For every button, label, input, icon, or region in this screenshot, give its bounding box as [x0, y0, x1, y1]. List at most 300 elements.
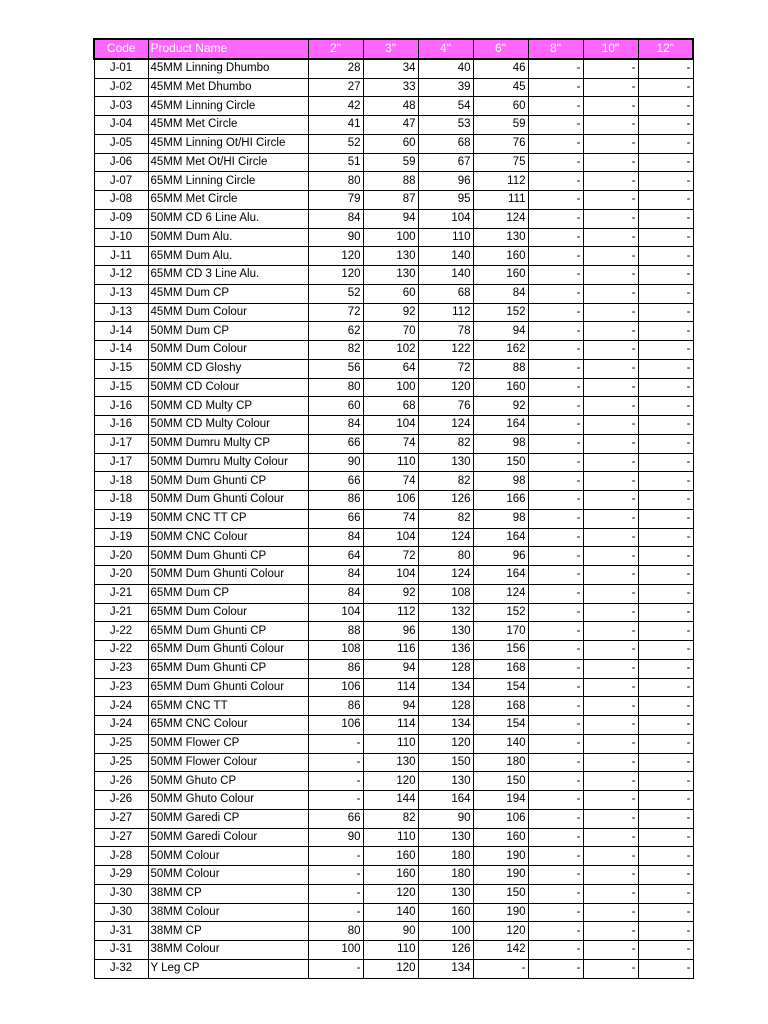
- price-6-cell: 98: [473, 434, 528, 453]
- price-10-cell: -: [583, 641, 638, 660]
- price-2-cell: 100: [308, 941, 363, 960]
- product-name-cell: 50MM CD 6 Line Alu.: [148, 209, 308, 228]
- price-12-cell: -: [638, 884, 693, 903]
- price-6-cell: 190: [473, 866, 528, 885]
- code-cell: J-27: [94, 809, 148, 828]
- price-2-cell: -: [308, 884, 363, 903]
- price-3-cell: 116: [363, 641, 418, 660]
- price-8-cell: -: [528, 716, 583, 735]
- price-3-cell: 130: [363, 753, 418, 772]
- price-12-cell: -: [638, 584, 693, 603]
- price-4-cell: 128: [418, 659, 473, 678]
- table-row: [94, 566, 693, 585]
- price-2-cell: -: [308, 753, 363, 772]
- product-name-cell: 45MM Linning Dhumbo: [148, 59, 308, 78]
- price-10-cell: -: [583, 434, 638, 453]
- price-3-cell: 88: [363, 172, 418, 191]
- price-8-cell: -: [528, 378, 583, 397]
- price-6-cell: 75: [473, 153, 528, 172]
- price-6-cell: 152: [473, 303, 528, 322]
- price-6-cell: 154: [473, 716, 528, 735]
- price-3-cell: 74: [363, 509, 418, 528]
- price-12-cell: -: [638, 697, 693, 716]
- price-6-cell: 120: [473, 922, 528, 941]
- price-2-cell: 90: [308, 453, 363, 472]
- price-12-cell: -: [638, 341, 693, 360]
- price-3-cell: 68: [363, 397, 418, 416]
- product-name-cell: 50MM Dumru Multy CP: [148, 434, 308, 453]
- price-4-cell: 90: [418, 809, 473, 828]
- product-name-cell: 50MM CNC TT CP: [148, 509, 308, 528]
- table-row: [94, 791, 693, 810]
- table-row: [94, 922, 693, 941]
- product-name-cell: 50MM Flower CP: [148, 734, 308, 753]
- price-6-cell: 180: [473, 753, 528, 772]
- price-6-cell: 150: [473, 884, 528, 903]
- code-cell: J-17: [94, 434, 148, 453]
- code-cell: J-18: [94, 491, 148, 510]
- price-8-cell: -: [528, 153, 583, 172]
- price-8-cell: -: [528, 603, 583, 622]
- price-6-cell: 96: [473, 547, 528, 566]
- price-4-cell: 180: [418, 866, 473, 885]
- price-10-cell: -: [583, 528, 638, 547]
- product-name-cell: 50MM Garedi CP: [148, 809, 308, 828]
- code-cell: J-01: [94, 59, 148, 78]
- price-4-cell: 140: [418, 247, 473, 266]
- code-cell: J-16: [94, 397, 148, 416]
- price-8-cell: -: [528, 434, 583, 453]
- code-cell: J-25: [94, 753, 148, 772]
- table-row: [94, 341, 693, 360]
- price-12-cell: -: [638, 809, 693, 828]
- price-10-cell: -: [583, 209, 638, 228]
- price-6-cell: -: [473, 959, 528, 978]
- price-10-cell: -: [583, 716, 638, 735]
- price-8-cell: -: [528, 866, 583, 885]
- price-2-cell: -: [308, 791, 363, 810]
- price-2-cell: 80: [308, 922, 363, 941]
- price-2-cell: 52: [308, 134, 363, 153]
- table-row: [94, 247, 693, 266]
- price-3-cell: 120: [363, 959, 418, 978]
- price-4-cell: 140: [418, 266, 473, 285]
- price-12-cell: -: [638, 866, 693, 885]
- table-row: [94, 603, 693, 622]
- price-2-cell: 66: [308, 809, 363, 828]
- price-8-cell: -: [528, 191, 583, 210]
- price-10-cell: -: [583, 191, 638, 210]
- price-8-cell: -: [528, 491, 583, 510]
- price-4-cell: 120: [418, 378, 473, 397]
- price-12-cell: -: [638, 209, 693, 228]
- table-row: [94, 434, 693, 453]
- product-name-cell: 50MM Dum Ghunti Colour: [148, 491, 308, 510]
- price-8-cell: -: [528, 922, 583, 941]
- price-3-cell: 34: [363, 59, 418, 78]
- price-12-cell: -: [638, 678, 693, 697]
- price-10-cell: -: [583, 678, 638, 697]
- price-8-cell: -: [528, 809, 583, 828]
- price-3-cell: 130: [363, 266, 418, 285]
- product-name-cell: 65MM Dum Ghunti CP: [148, 659, 308, 678]
- price-12-cell: -: [638, 791, 693, 810]
- price-6-cell: 166: [473, 491, 528, 510]
- price-12-cell: -: [638, 303, 693, 322]
- code-cell: J-20: [94, 566, 148, 585]
- price-2-cell: -: [308, 847, 363, 866]
- price-4-cell: 95: [418, 191, 473, 210]
- price-4-cell: 124: [418, 416, 473, 435]
- price-3-cell: 70: [363, 322, 418, 341]
- price-10-cell: -: [583, 134, 638, 153]
- price-4-cell: 134: [418, 678, 473, 697]
- price-8-cell: -: [528, 734, 583, 753]
- table-row: [94, 716, 693, 735]
- price-8-cell: -: [528, 678, 583, 697]
- price-10-cell: -: [583, 116, 638, 135]
- price-4-cell: 76: [418, 397, 473, 416]
- price-6-cell: 168: [473, 697, 528, 716]
- code-cell: J-16: [94, 416, 148, 435]
- table-row: [94, 753, 693, 772]
- price-3-cell: 100: [363, 378, 418, 397]
- price-2-cell: 27: [308, 78, 363, 97]
- table-row: [94, 491, 693, 510]
- product-name-cell: 50MM Dum CP: [148, 322, 308, 341]
- price-10-cell: -: [583, 791, 638, 810]
- price-3-cell: 47: [363, 116, 418, 135]
- price-4-cell: 82: [418, 509, 473, 528]
- price-6-cell: 190: [473, 847, 528, 866]
- code-cell: J-15: [94, 359, 148, 378]
- price-3-cell: 74: [363, 434, 418, 453]
- price-8-cell: -: [528, 453, 583, 472]
- table-row: [94, 641, 693, 660]
- price-10-cell: -: [583, 303, 638, 322]
- price-12-cell: -: [638, 659, 693, 678]
- price-8-cell: -: [528, 303, 583, 322]
- price-6-cell: 88: [473, 359, 528, 378]
- price-4-cell: 180: [418, 847, 473, 866]
- code-cell: J-28: [94, 847, 148, 866]
- code-cell: J-13: [94, 284, 148, 303]
- price-2-cell: 66: [308, 434, 363, 453]
- price-12-cell: -: [638, 472, 693, 491]
- price-10-cell: -: [583, 622, 638, 641]
- price-2-cell: 28: [308, 59, 363, 78]
- price-2-cell: 86: [308, 659, 363, 678]
- price-10-cell: -: [583, 472, 638, 491]
- price-10-cell: -: [583, 753, 638, 772]
- product-name-cell: 65MM Dum Colour: [148, 603, 308, 622]
- price-12-cell: -: [638, 941, 693, 960]
- price-2-cell: 90: [308, 228, 363, 247]
- price-6-cell: 160: [473, 828, 528, 847]
- price-10-cell: -: [583, 941, 638, 960]
- price-2-cell: 66: [308, 509, 363, 528]
- price-4-cell: 122: [418, 341, 473, 360]
- code-cell: J-14: [94, 341, 148, 360]
- code-cell: J-31: [94, 922, 148, 941]
- table-row: [94, 472, 693, 491]
- price-4-cell: 128: [418, 697, 473, 716]
- header-size-2: 2": [308, 39, 363, 59]
- price-2-cell: 84: [308, 416, 363, 435]
- price-8-cell: -: [528, 828, 583, 847]
- price-4-cell: 82: [418, 434, 473, 453]
- code-cell: J-26: [94, 791, 148, 810]
- price-3-cell: 94: [363, 697, 418, 716]
- price-3-cell: 112: [363, 603, 418, 622]
- price-4-cell: 72: [418, 359, 473, 378]
- price-2-cell: -: [308, 866, 363, 885]
- price-2-cell: 42: [308, 97, 363, 116]
- price-12-cell: -: [638, 116, 693, 135]
- price-3-cell: 90: [363, 922, 418, 941]
- product-name-cell: 45MM Linning Ot/HI Circle: [148, 134, 308, 153]
- code-cell: J-30: [94, 903, 148, 922]
- code-cell: J-10: [94, 228, 148, 247]
- price-12-cell: -: [638, 266, 693, 285]
- price-12-cell: -: [638, 716, 693, 735]
- price-12-cell: -: [638, 903, 693, 922]
- price-8-cell: -: [528, 791, 583, 810]
- price-10-cell: -: [583, 453, 638, 472]
- price-3-cell: 92: [363, 303, 418, 322]
- product-name-cell: 50MM CNC Colour: [148, 528, 308, 547]
- code-cell: J-04: [94, 116, 148, 135]
- table-row: [94, 734, 693, 753]
- price-3-cell: 72: [363, 547, 418, 566]
- price-6-cell: 160: [473, 266, 528, 285]
- price-12-cell: -: [638, 528, 693, 547]
- price-3-cell: 60: [363, 134, 418, 153]
- price-8-cell: -: [528, 416, 583, 435]
- table-row: [94, 116, 693, 135]
- price-12-cell: -: [638, 134, 693, 153]
- table-row: [94, 191, 693, 210]
- code-cell: J-02: [94, 78, 148, 97]
- price-2-cell: -: [308, 959, 363, 978]
- price-12-cell: -: [638, 453, 693, 472]
- price-8-cell: -: [528, 509, 583, 528]
- price-4-cell: 67: [418, 153, 473, 172]
- price-6-cell: 76: [473, 134, 528, 153]
- price-3-cell: 82: [363, 809, 418, 828]
- price-3-cell: 120: [363, 884, 418, 903]
- price-12-cell: -: [638, 959, 693, 978]
- product-name-cell: 65MM Dum Ghunti Colour: [148, 678, 308, 697]
- product-name-cell: 50MM CD Multy Colour: [148, 416, 308, 435]
- price-12-cell: -: [638, 191, 693, 210]
- header-size-6: 6": [473, 39, 528, 59]
- price-10-cell: -: [583, 734, 638, 753]
- price-12-cell: -: [638, 153, 693, 172]
- price-3-cell: 110: [363, 828, 418, 847]
- price-2-cell: 72: [308, 303, 363, 322]
- price-2-cell: -: [308, 772, 363, 791]
- code-cell: J-19: [94, 528, 148, 547]
- table-row: [94, 622, 693, 641]
- header-code: Code: [94, 39, 148, 59]
- code-cell: J-32: [94, 959, 148, 978]
- price-3-cell: 87: [363, 191, 418, 210]
- product-name-cell: 65MM Linning Circle: [148, 172, 308, 191]
- code-cell: J-20: [94, 547, 148, 566]
- price-12-cell: -: [638, 78, 693, 97]
- code-cell: J-26: [94, 772, 148, 791]
- price-6-cell: 59: [473, 116, 528, 135]
- price-10-cell: -: [583, 884, 638, 903]
- product-name-cell: 45MM Met Ot/HI Circle: [148, 153, 308, 172]
- price-10-cell: -: [583, 659, 638, 678]
- price-3-cell: 160: [363, 866, 418, 885]
- price-6-cell: 164: [473, 528, 528, 547]
- price-10-cell: -: [583, 78, 638, 97]
- price-8-cell: -: [528, 472, 583, 491]
- price-4-cell: 130: [418, 828, 473, 847]
- code-cell: J-15: [94, 378, 148, 397]
- price-8-cell: -: [528, 941, 583, 960]
- price-8-cell: -: [528, 322, 583, 341]
- product-name-cell: 50MM Dum Ghunti Colour: [148, 566, 308, 585]
- code-cell: J-23: [94, 678, 148, 697]
- price-4-cell: 54: [418, 97, 473, 116]
- price-8-cell: -: [528, 359, 583, 378]
- price-12-cell: -: [638, 641, 693, 660]
- price-4-cell: 82: [418, 472, 473, 491]
- product-name-cell: 38MM Colour: [148, 903, 308, 922]
- price-3-cell: 140: [363, 903, 418, 922]
- price-10-cell: -: [583, 247, 638, 266]
- price-2-cell: 88: [308, 622, 363, 641]
- price-3-cell: 64: [363, 359, 418, 378]
- price-2-cell: 62: [308, 322, 363, 341]
- price-3-cell: 96: [363, 622, 418, 641]
- price-2-cell: 86: [308, 491, 363, 510]
- price-12-cell: -: [638, 228, 693, 247]
- price-6-cell: 156: [473, 641, 528, 660]
- price-6-cell: 170: [473, 622, 528, 641]
- price-2-cell: -: [308, 734, 363, 753]
- price-12-cell: -: [638, 397, 693, 416]
- price-3-cell: 74: [363, 472, 418, 491]
- product-name-cell: 50MM Colour: [148, 847, 308, 866]
- code-cell: J-23: [94, 659, 148, 678]
- price-3-cell: 92: [363, 584, 418, 603]
- price-8-cell: -: [528, 584, 583, 603]
- product-name-cell: 38MM Colour: [148, 941, 308, 960]
- product-name-cell: 50MM Garedi Colour: [148, 828, 308, 847]
- code-cell: J-31: [94, 941, 148, 960]
- table-row: [94, 284, 693, 303]
- price-3-cell: 102: [363, 341, 418, 360]
- code-cell: J-17: [94, 453, 148, 472]
- price-12-cell: -: [638, 847, 693, 866]
- price-6-cell: 190: [473, 903, 528, 922]
- code-cell: J-25: [94, 734, 148, 753]
- price-4-cell: 68: [418, 134, 473, 153]
- price-3-cell: 60: [363, 284, 418, 303]
- price-10-cell: -: [583, 341, 638, 360]
- price-10-cell: -: [583, 322, 638, 341]
- price-10-cell: -: [583, 266, 638, 285]
- header-size-10: 10": [583, 39, 638, 59]
- header-size-4: 4": [418, 39, 473, 59]
- price-10-cell: -: [583, 378, 638, 397]
- price-4-cell: 126: [418, 491, 473, 510]
- table-row: [94, 303, 693, 322]
- price-4-cell: 164: [418, 791, 473, 810]
- table-row: [94, 78, 693, 97]
- price-6-cell: 194: [473, 791, 528, 810]
- price-10-cell: -: [583, 97, 638, 116]
- product-name-cell: 65MM Dum CP: [148, 584, 308, 603]
- product-name-cell: 50MM Flower Colour: [148, 753, 308, 772]
- price-4-cell: 39: [418, 78, 473, 97]
- price-6-cell: 130: [473, 228, 528, 247]
- price-8-cell: -: [528, 116, 583, 135]
- price-10-cell: -: [583, 397, 638, 416]
- product-name-cell: 65MM CNC TT: [148, 697, 308, 716]
- price-6-cell: 162: [473, 341, 528, 360]
- price-6-cell: 46: [473, 59, 528, 78]
- price-12-cell: -: [638, 547, 693, 566]
- price-10-cell: -: [583, 922, 638, 941]
- price-12-cell: -: [638, 828, 693, 847]
- table-row: [94, 97, 693, 116]
- price-10-cell: -: [583, 172, 638, 191]
- price-12-cell: -: [638, 434, 693, 453]
- price-4-cell: 112: [418, 303, 473, 322]
- product-name-cell: Y Leg CP: [148, 959, 308, 978]
- price-12-cell: -: [638, 359, 693, 378]
- price-8-cell: -: [528, 397, 583, 416]
- price-2-cell: 82: [308, 341, 363, 360]
- price-10-cell: -: [583, 809, 638, 828]
- price-8-cell: -: [528, 547, 583, 566]
- price-4-cell: 40: [418, 59, 473, 78]
- price-4-cell: 130: [418, 772, 473, 791]
- price-12-cell: -: [638, 772, 693, 791]
- price-4-cell: 124: [418, 566, 473, 585]
- table-row: [94, 528, 693, 547]
- table-row: [94, 453, 693, 472]
- price-8-cell: -: [528, 903, 583, 922]
- price-3-cell: 104: [363, 528, 418, 547]
- price-3-cell: 144: [363, 791, 418, 810]
- price-8-cell: -: [528, 266, 583, 285]
- price-4-cell: 100: [418, 922, 473, 941]
- price-2-cell: 104: [308, 603, 363, 622]
- product-name-cell: 50MM CD Colour: [148, 378, 308, 397]
- product-name-cell: 50MM Dum Ghunti CP: [148, 547, 308, 566]
- price-6-cell: 94: [473, 322, 528, 341]
- price-4-cell: 132: [418, 603, 473, 622]
- price-3-cell: 33: [363, 78, 418, 97]
- price-6-cell: 92: [473, 397, 528, 416]
- code-cell: J-13: [94, 303, 148, 322]
- code-cell: J-14: [94, 322, 148, 341]
- price-3-cell: 130: [363, 247, 418, 266]
- price-2-cell: 64: [308, 547, 363, 566]
- price-3-cell: 48: [363, 97, 418, 116]
- price-6-cell: 112: [473, 172, 528, 191]
- product-name-cell: 50MM Ghuto Colour: [148, 791, 308, 810]
- table-row: [94, 584, 693, 603]
- price-3-cell: 110: [363, 453, 418, 472]
